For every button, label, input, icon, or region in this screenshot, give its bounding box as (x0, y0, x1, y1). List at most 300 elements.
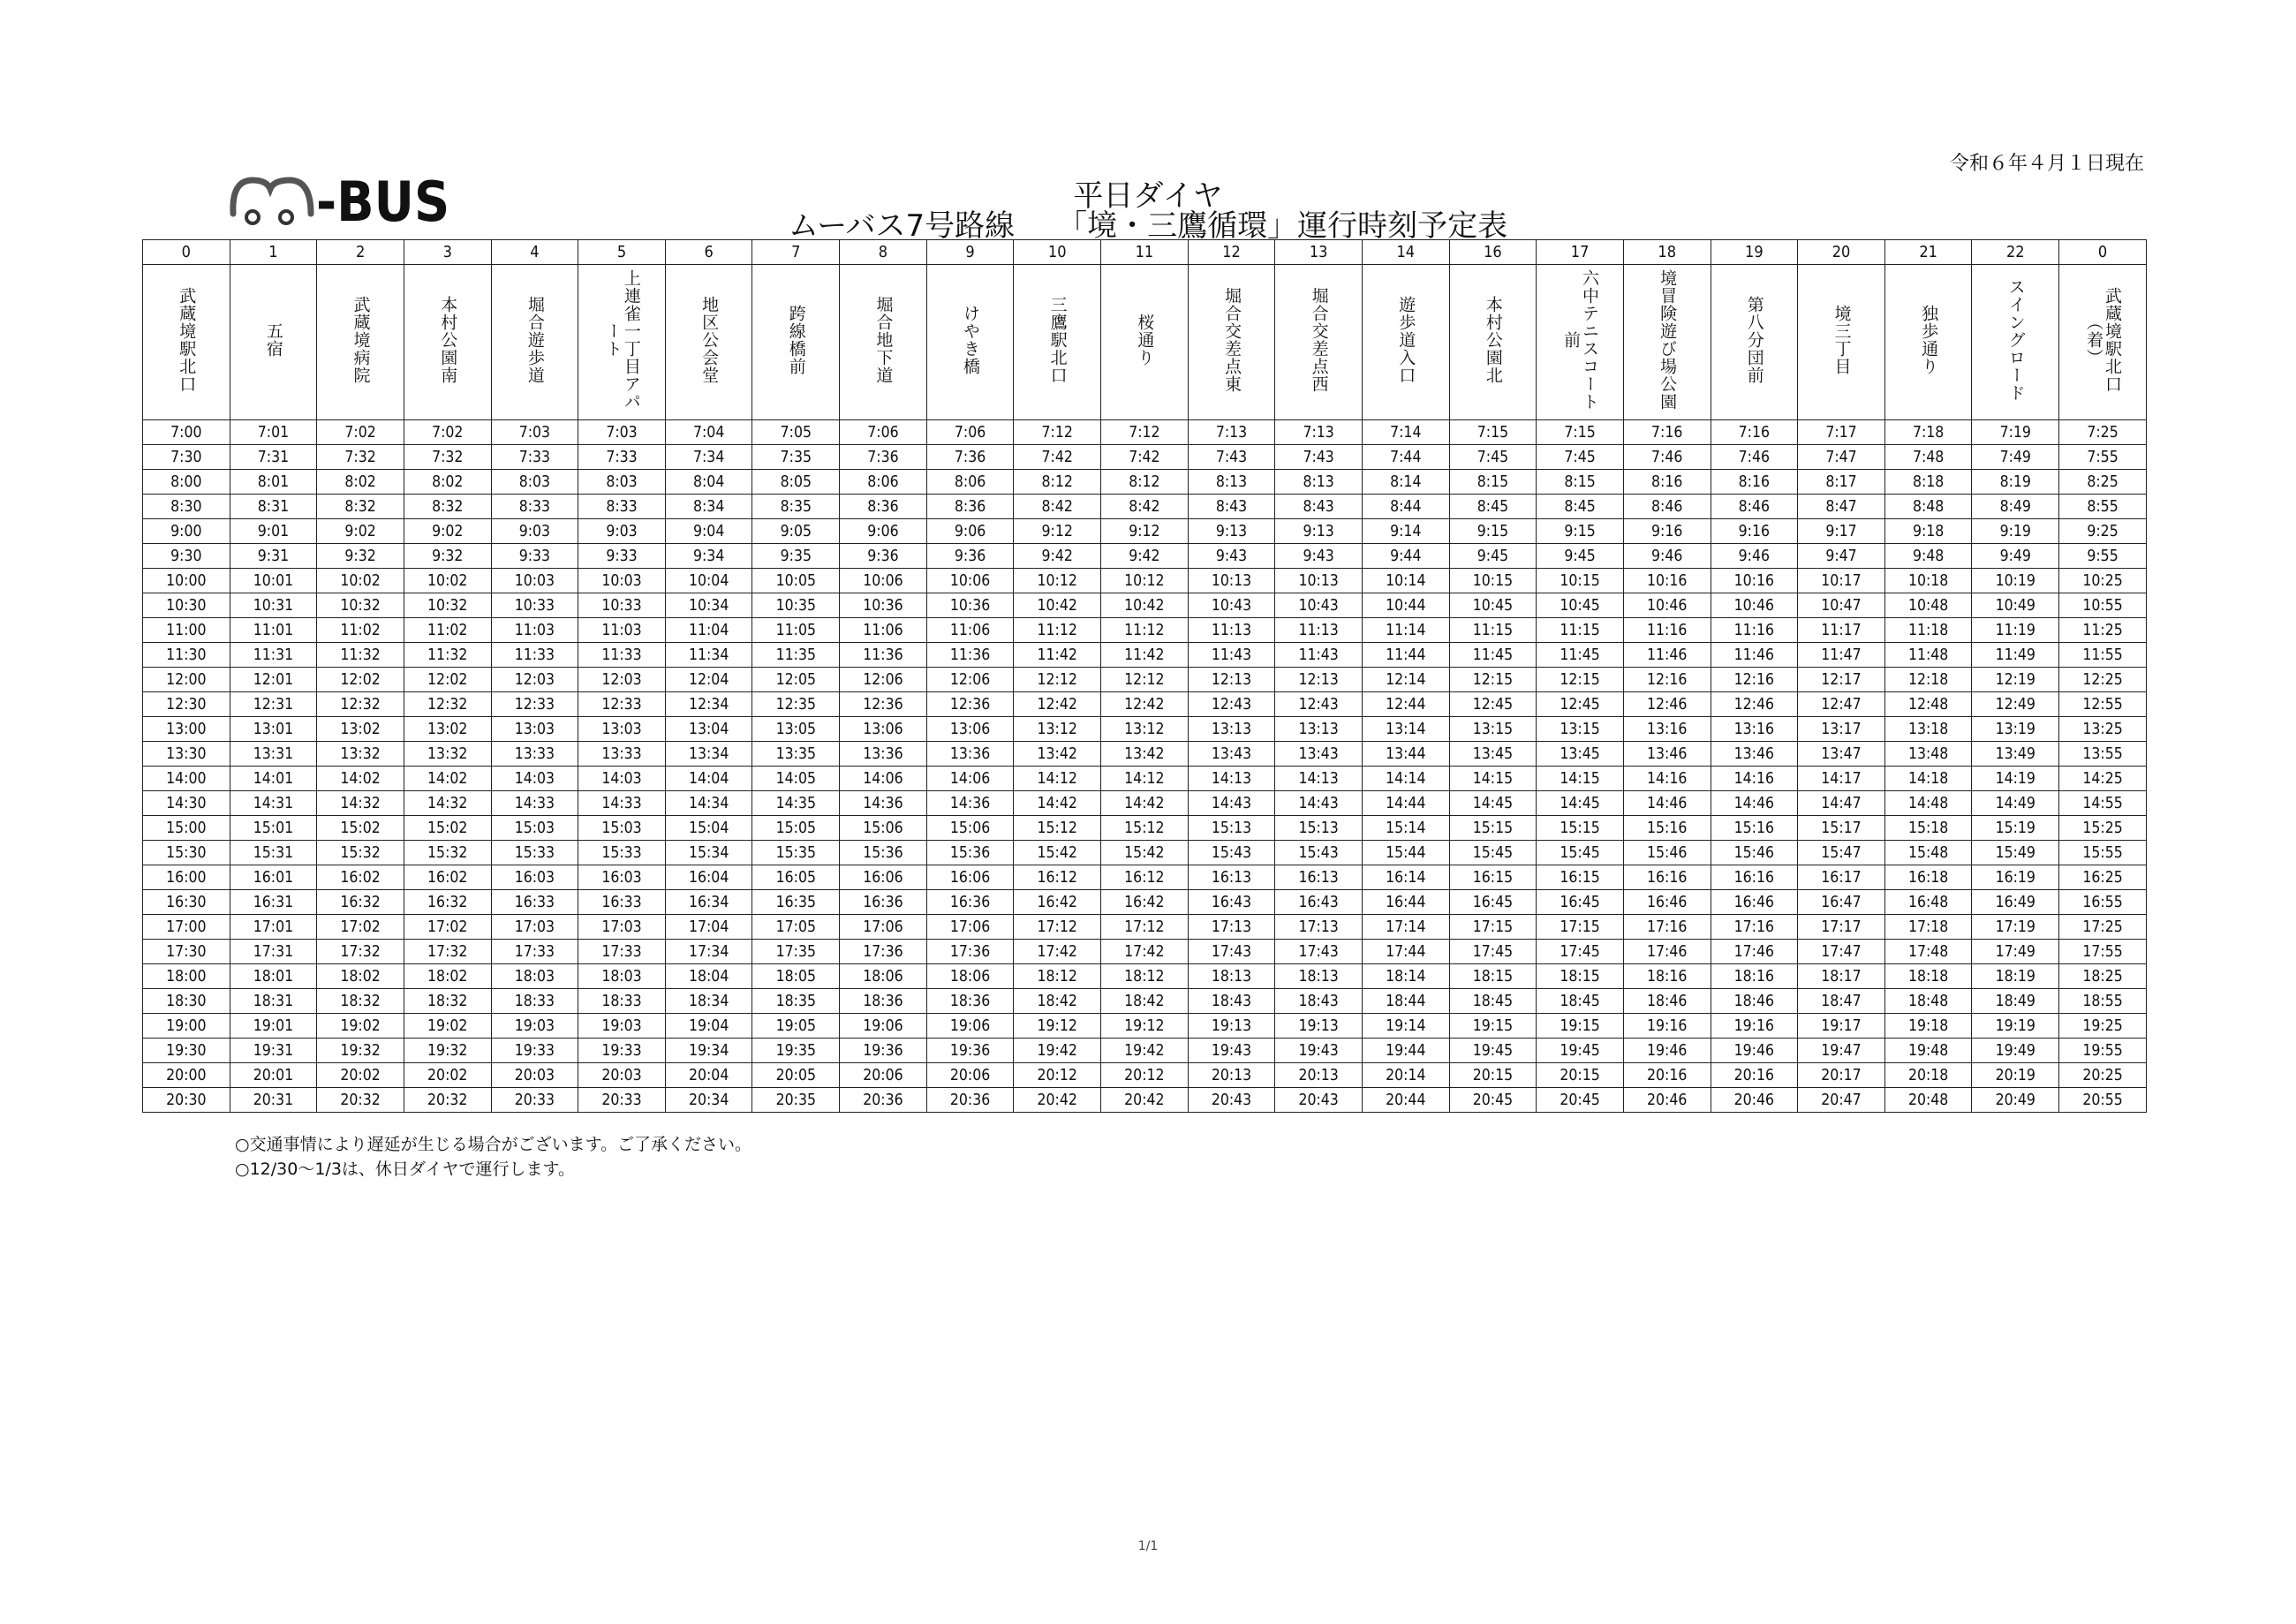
stop-name-text: スイングロード (2005, 278, 2026, 402)
time-cell: 12:14 (1362, 668, 1449, 692)
time-cell: 14:06 (926, 767, 1014, 791)
time-cell: 9:45 (1449, 544, 1537, 569)
time-cell: 13:01 (230, 717, 317, 742)
time-cell: 16:02 (317, 865, 404, 890)
stop-name-text: 堀合交差点東 (1221, 287, 1242, 393)
time-cell: 16:48 (1884, 890, 1972, 915)
time-cell: 15:15 (1537, 816, 1624, 841)
time-cell: 13:46 (1623, 742, 1711, 767)
time-cell: 11:31 (230, 643, 317, 668)
time-cell: 19:32 (317, 1039, 404, 1063)
time-cell: 11:55 (2059, 643, 2147, 668)
time-cell: 15:32 (404, 841, 491, 865)
time-cell: 18:45 (1537, 989, 1624, 1014)
stop-name (404, 265, 491, 420)
time-cell: 11:18 (1884, 618, 1972, 643)
stop-number-row (143, 240, 2147, 265)
time-cell: 14:17 (1798, 767, 1885, 791)
time-cell: 13:44 (1362, 742, 1449, 767)
time-cell: 18:43 (1188, 989, 1275, 1014)
time-cell: 12:48 (1884, 692, 1972, 717)
time-cell: 9:13 (1275, 519, 1363, 544)
time-cell: 8:17 (1798, 470, 1885, 495)
time-cell: 11:15 (1537, 618, 1624, 643)
time-cell: 7:16 (1623, 420, 1711, 445)
time-cell: 17:13 (1275, 915, 1363, 940)
time-cell: 19:46 (1711, 1039, 1798, 1063)
time-cell: 14:18 (1884, 767, 1972, 791)
time-cell: 18:32 (404, 989, 491, 1014)
time-cell: 8:13 (1188, 470, 1275, 495)
time-cell: 15:49 (1972, 841, 2059, 865)
time-cell: 16:16 (1623, 865, 1711, 890)
time-cell: 7:16 (1711, 420, 1798, 445)
table-row (143, 519, 2147, 544)
time-cell: 14:02 (317, 767, 404, 791)
time-cell: 15:03 (491, 816, 578, 841)
time-cell: 16:25 (2059, 865, 2147, 890)
time-cell: 7:25 (2059, 420, 2147, 445)
time-cell: 7:46 (1623, 445, 1711, 470)
table-row (143, 865, 2147, 890)
time-cell: 12:35 (752, 692, 840, 717)
time-cell: 12:33 (578, 692, 666, 717)
time-cell: 14:36 (926, 791, 1014, 816)
time-cell: 18:03 (491, 964, 578, 989)
time-cell: 14:46 (1623, 791, 1711, 816)
time-cell: 15:34 (665, 841, 752, 865)
time-cell: 13:48 (1884, 742, 1972, 767)
time-cell: 18:36 (926, 989, 1014, 1014)
time-cell: 8:12 (1014, 470, 1101, 495)
mubus-logo (228, 168, 450, 234)
stop-number: 18 (1623, 240, 1711, 265)
time-cell: 10:06 (926, 569, 1014, 593)
time-cell: 13:12 (1101, 717, 1189, 742)
time-cell: 13:31 (230, 742, 317, 767)
stop-name (1188, 265, 1275, 420)
time-cell: 7:18 (1884, 420, 1972, 445)
time-cell: 17:42 (1014, 940, 1101, 964)
time-cell: 8:30 (143, 495, 230, 519)
table-row (143, 816, 2147, 841)
time-cell: 18:48 (1884, 989, 1972, 1014)
time-cell: 10:12 (1014, 569, 1101, 593)
time-cell: 7:03 (491, 420, 578, 445)
time-cell: 8:03 (491, 470, 578, 495)
time-cell: 9:36 (926, 544, 1014, 569)
time-cell: 8:32 (317, 495, 404, 519)
time-cell: 14:12 (1014, 767, 1101, 791)
stop-name (926, 265, 1014, 420)
time-cell: 7:44 (1362, 445, 1449, 470)
time-cell: 14:43 (1275, 791, 1363, 816)
time-cell: 10:36 (926, 593, 1014, 618)
time-cell: 11:13 (1275, 618, 1363, 643)
time-cell: 19:44 (1362, 1039, 1449, 1063)
time-cell: 11:02 (404, 618, 491, 643)
time-cell: 19:04 (665, 1014, 752, 1039)
time-cell: 19:49 (1972, 1039, 2059, 1063)
stop-number: 11 (1101, 240, 1189, 265)
time-cell: 17:47 (1798, 940, 1885, 964)
time-cell: 8:55 (2059, 495, 2147, 519)
stop-name (578, 265, 666, 420)
time-cell: 16:06 (840, 865, 927, 890)
time-cell: 7:35 (752, 445, 840, 470)
stop-number: 0 (143, 240, 230, 265)
time-cell: 9:03 (578, 519, 666, 544)
table-row (143, 495, 2147, 519)
stop-name (1884, 265, 1972, 420)
table-row (143, 1039, 2147, 1063)
table-row (143, 544, 2147, 569)
time-cell: 15:42 (1014, 841, 1101, 865)
time-cell: 9:42 (1101, 544, 1189, 569)
time-cell: 7:45 (1537, 445, 1624, 470)
time-cell: 11:04 (665, 618, 752, 643)
time-cell: 17:04 (665, 915, 752, 940)
time-cell: 16:46 (1711, 890, 1798, 915)
time-cell: 15:06 (926, 816, 1014, 841)
time-cell: 20:30 (143, 1088, 230, 1113)
time-cell: 14:12 (1101, 767, 1189, 791)
time-cell: 8:45 (1449, 495, 1537, 519)
time-cell: 15:02 (317, 816, 404, 841)
time-cell: 10:01 (230, 569, 317, 593)
time-cell: 17:35 (752, 940, 840, 964)
time-cell: 16:44 (1362, 890, 1449, 915)
time-cell: 15:36 (926, 841, 1014, 865)
time-cell: 18:17 (1798, 964, 1885, 989)
time-cell: 18:15 (1449, 964, 1537, 989)
time-cell: 8:43 (1275, 495, 1363, 519)
time-cell: 19:43 (1188, 1039, 1275, 1063)
time-cell: 11:36 (926, 643, 1014, 668)
time-cell: 18:42 (1014, 989, 1101, 1014)
time-cell: 7:42 (1101, 445, 1189, 470)
stop-name-row (143, 265, 2147, 420)
time-cell: 9:36 (840, 544, 927, 569)
time-cell: 11:05 (752, 618, 840, 643)
time-cell: 20:44 (1362, 1088, 1449, 1113)
time-cell: 12:45 (1537, 692, 1624, 717)
time-cell: 10:16 (1623, 569, 1711, 593)
time-cell: 14:01 (230, 767, 317, 791)
stop-number: 4 (491, 240, 578, 265)
time-cell: 12:34 (665, 692, 752, 717)
time-cell: 14:16 (1623, 767, 1711, 791)
time-cell: 9:43 (1275, 544, 1363, 569)
time-cell: 10:19 (1972, 569, 2059, 593)
time-cell: 14:15 (1537, 767, 1624, 791)
time-cell: 20:18 (1884, 1063, 1972, 1088)
time-cell: 8:47 (1798, 495, 1885, 519)
stop-number: 0 (2059, 240, 2147, 265)
time-cell: 19:05 (752, 1014, 840, 1039)
time-cell: 12:03 (578, 668, 666, 692)
logo-text: -BUS (316, 170, 450, 234)
time-cell: 19:36 (926, 1039, 1014, 1063)
time-cell: 20:12 (1014, 1063, 1101, 1088)
time-cell: 10:14 (1362, 569, 1449, 593)
time-cell: 14:42 (1014, 791, 1101, 816)
time-cell: 7:42 (1014, 445, 1101, 470)
time-cell: 16:46 (1623, 890, 1711, 915)
table-row (143, 569, 2147, 593)
time-cell: 10:43 (1275, 593, 1363, 618)
time-cell: 10:45 (1537, 593, 1624, 618)
time-cell: 14:49 (1972, 791, 2059, 816)
time-cell: 10:34 (665, 593, 752, 618)
time-cell: 9:04 (665, 519, 752, 544)
time-cell: 19:30 (143, 1039, 230, 1063)
time-cell: 9:44 (1362, 544, 1449, 569)
time-cell: 16:34 (665, 890, 752, 915)
time-cell: 13:06 (926, 717, 1014, 742)
stop-name-text: 五宿 (263, 322, 283, 358)
time-cell: 17:12 (1014, 915, 1101, 940)
time-cell: 14:32 (317, 791, 404, 816)
time-cell: 20:34 (665, 1088, 752, 1113)
time-cell: 7:06 (926, 420, 1014, 445)
time-cell: 18:02 (404, 964, 491, 989)
time-cell: 13:00 (143, 717, 230, 742)
stop-name-text: 六中テニスコート前 (1561, 269, 1599, 411)
time-cell: 16:13 (1188, 865, 1275, 890)
time-cell: 8:06 (840, 470, 927, 495)
time-cell: 11:32 (317, 643, 404, 668)
stop-number: 13 (1275, 240, 1363, 265)
route-name: ムーバス7号路線 (788, 208, 1016, 244)
time-cell: 10:25 (2059, 569, 2147, 593)
time-cell: 10:33 (578, 593, 666, 618)
time-cell: 8:33 (578, 495, 666, 519)
time-cell: 10:15 (1537, 569, 1624, 593)
time-cell: 17:34 (665, 940, 752, 964)
route-loop-name: 「境・三鷹循環」運行時刻予定表 (1057, 208, 1508, 244)
stop-number: 14 (1362, 240, 1449, 265)
time-cell: 14:48 (1884, 791, 1972, 816)
time-cell: 19:19 (1972, 1014, 2059, 1039)
time-cell: 16:42 (1101, 890, 1189, 915)
time-cell: 8:15 (1537, 470, 1624, 495)
time-cell: 9:49 (1972, 544, 2059, 569)
time-cell: 18:16 (1711, 964, 1798, 989)
time-cell: 17:14 (1362, 915, 1449, 940)
time-cell: 15:35 (752, 841, 840, 865)
time-cell: 17:43 (1188, 940, 1275, 964)
time-cell: 20:19 (1972, 1063, 2059, 1088)
time-cell: 13:47 (1798, 742, 1885, 767)
time-cell: 15:45 (1449, 841, 1537, 865)
time-cell: 13:45 (1537, 742, 1624, 767)
time-cell: 19:03 (578, 1014, 666, 1039)
time-cell: 18:47 (1798, 989, 1885, 1014)
time-cell: 9:42 (1014, 544, 1101, 569)
time-cell: 20:13 (1188, 1063, 1275, 1088)
time-cell: 11:36 (840, 643, 927, 668)
stop-name-text: 独歩通り (1919, 305, 1939, 375)
time-cell: 17:01 (230, 915, 317, 940)
time-cell: 8:15 (1449, 470, 1537, 495)
time-cell: 10:55 (2059, 593, 2147, 618)
time-cell: 18:55 (2059, 989, 2147, 1014)
time-cell: 7:00 (143, 420, 230, 445)
time-cell: 20:43 (1188, 1088, 1275, 1113)
time-cell: 15:32 (317, 841, 404, 865)
note-holiday: ○12/30～1/3は、休日ダイヤで運行します。 (235, 1159, 576, 1179)
time-cell: 20:36 (840, 1088, 927, 1113)
time-cell: 11:12 (1101, 618, 1189, 643)
time-cell: 15:46 (1711, 841, 1798, 865)
time-cell: 10:44 (1362, 593, 1449, 618)
time-cell: 14:06 (840, 767, 927, 791)
time-cell: 18:44 (1362, 989, 1449, 1014)
stop-name (1537, 265, 1624, 420)
time-cell: 17:15 (1537, 915, 1624, 940)
stop-number: 12 (1188, 240, 1275, 265)
time-cell: 10:31 (230, 593, 317, 618)
time-cell: 16:14 (1362, 865, 1449, 890)
table-row (143, 593, 2147, 618)
time-cell: 7:43 (1188, 445, 1275, 470)
table-row (143, 989, 2147, 1014)
time-cell: 7:36 (926, 445, 1014, 470)
time-cell: 13:13 (1188, 717, 1275, 742)
stop-number: 10 (1014, 240, 1101, 265)
time-cell: 10:46 (1623, 593, 1711, 618)
time-cell: 19:42 (1101, 1039, 1189, 1063)
time-cell: 17:02 (404, 915, 491, 940)
time-cell: 8:44 (1362, 495, 1449, 519)
time-cell: 19:16 (1711, 1014, 1798, 1039)
time-cell: 13:42 (1101, 742, 1189, 767)
time-cell: 11:43 (1188, 643, 1275, 668)
time-cell: 14:35 (752, 791, 840, 816)
time-cell: 15:14 (1362, 816, 1449, 841)
time-cell: 12:33 (491, 692, 578, 717)
time-cell: 10:18 (1884, 569, 1972, 593)
time-cell: 14:47 (1798, 791, 1885, 816)
time-cell: 9:14 (1362, 519, 1449, 544)
stop-number: 8 (840, 240, 927, 265)
time-cell: 16:33 (491, 890, 578, 915)
stop-name (317, 265, 404, 420)
time-cell: 18:45 (1449, 989, 1537, 1014)
time-cell: 9:45 (1537, 544, 1624, 569)
time-cell: 19:25 (2059, 1014, 2147, 1039)
time-cell: 12:32 (317, 692, 404, 717)
stop-number: 21 (1884, 240, 1972, 265)
time-cell: 13:33 (491, 742, 578, 767)
time-cell: 7:31 (230, 445, 317, 470)
time-cell: 10:43 (1188, 593, 1275, 618)
time-cell: 18:32 (317, 989, 404, 1014)
time-cell: 12:16 (1711, 668, 1798, 692)
stop-name-text: 本村公園北 (1483, 296, 1503, 384)
time-cell: 9:05 (752, 519, 840, 544)
time-cell: 11:34 (665, 643, 752, 668)
time-cell: 17:16 (1623, 915, 1711, 940)
time-cell: 13:49 (1972, 742, 2059, 767)
time-cell: 7:01 (230, 420, 317, 445)
time-cell: 7:45 (1449, 445, 1537, 470)
time-cell: 11:01 (230, 618, 317, 643)
time-cell: 12:05 (752, 668, 840, 692)
table-row (143, 618, 2147, 643)
time-cell: 18:03 (578, 964, 666, 989)
time-cell: 9:12 (1101, 519, 1189, 544)
time-cell: 9:46 (1623, 544, 1711, 569)
time-cell: 12:32 (404, 692, 491, 717)
time-cell: 14:33 (578, 791, 666, 816)
time-cell: 18:19 (1972, 964, 2059, 989)
time-cell: 18:36 (840, 989, 927, 1014)
time-cell: 18:06 (926, 964, 1014, 989)
stop-name (1101, 265, 1189, 420)
time-cell: 7:33 (491, 445, 578, 470)
table-row (143, 915, 2147, 940)
time-cell: 19:42 (1014, 1039, 1101, 1063)
time-cell: 18:33 (491, 989, 578, 1014)
time-cell: 16:18 (1884, 865, 1972, 890)
time-cell: 14:25 (2059, 767, 2147, 791)
time-cell: 16:13 (1275, 865, 1363, 890)
time-cell: 15:12 (1101, 816, 1189, 841)
time-cell: 12:03 (491, 668, 578, 692)
time-cell: 8:02 (404, 470, 491, 495)
time-cell: 8:35 (752, 495, 840, 519)
time-cell: 15:44 (1362, 841, 1449, 865)
time-cell: 8:00 (143, 470, 230, 495)
time-cell: 8:13 (1275, 470, 1363, 495)
time-cell: 9:03 (491, 519, 578, 544)
time-cell: 19:00 (143, 1014, 230, 1039)
time-cell: 18:05 (752, 964, 840, 989)
table-row (143, 767, 2147, 791)
time-cell: 12:31 (230, 692, 317, 717)
time-cell: 8:46 (1711, 495, 1798, 519)
time-cell: 7:36 (840, 445, 927, 470)
table-row (143, 940, 2147, 964)
timetable-body (143, 420, 2147, 1113)
time-cell: 11:30 (143, 643, 230, 668)
time-cell: 8:36 (926, 495, 1014, 519)
stop-name (1275, 265, 1363, 420)
time-cell: 10:32 (404, 593, 491, 618)
time-cell: 10:49 (1972, 593, 2059, 618)
time-cell: 17:32 (317, 940, 404, 964)
time-cell: 11:16 (1623, 618, 1711, 643)
time-cell: 20:03 (491, 1063, 578, 1088)
time-cell: 12:01 (230, 668, 317, 692)
time-cell: 19:12 (1014, 1014, 1101, 1039)
stop-name (1711, 265, 1798, 420)
time-cell: 7:13 (1275, 420, 1363, 445)
time-cell: 9:06 (926, 519, 1014, 544)
time-cell: 19:33 (578, 1039, 666, 1063)
time-cell: 12:02 (404, 668, 491, 692)
stop-name-text: 上連雀一丁目アパート (603, 269, 641, 411)
time-cell: 19:31 (230, 1039, 317, 1063)
time-cell: 7:14 (1362, 420, 1449, 445)
time-cell: 13:18 (1884, 717, 1972, 742)
time-cell: 11:17 (1798, 618, 1885, 643)
time-cell: 9:01 (230, 519, 317, 544)
time-cell: 8:16 (1623, 470, 1711, 495)
time-cell: 13:36 (840, 742, 927, 767)
